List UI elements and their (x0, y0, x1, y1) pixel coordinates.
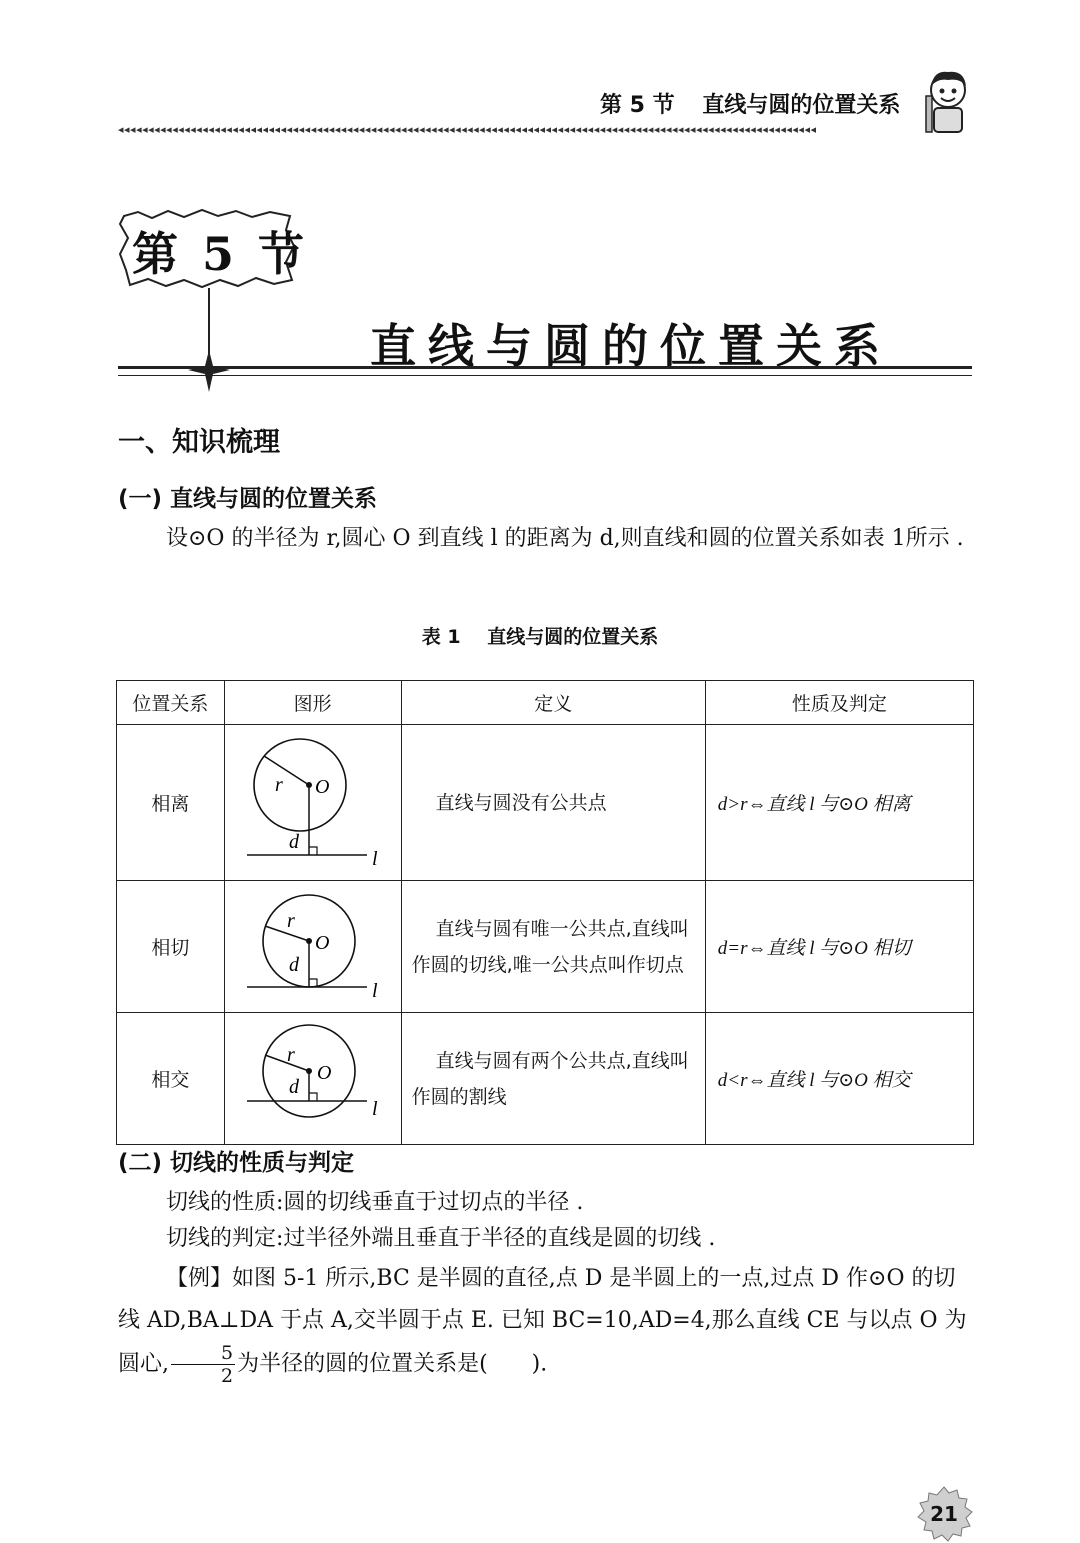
fraction (171, 1342, 235, 1387)
fig-label-d: d (288, 831, 299, 853)
example-tail: 为半径的圆的位置关系是( ). (237, 1351, 548, 1377)
badge-post (186, 288, 232, 394)
table-header: 性质及判定 (705, 681, 973, 725)
header-rule: ◂◂◂◂◂◂◂◂◂◂◂◂◂◂◂◂◂◂◂◂◂◂◂◂◂◂◂◂◂◂◂◂◂◂◂◂◂◂◂◂◂◂◂◂◂◂◂◂◂◂◂◂◂◂◂◂◂◂◂◂◂◂◂◂◂◂◂◂◂◂◂◂◂◂◂◂◂◂◂◂◂◂◂◂◂◂◂◂◂◂◂◂◂◂◂◂◂◂◂◂◂◂◂◂◂◂◂◂◂◂◂◂◂◂◂◂ (118, 124, 817, 136)
fig-label-l: l (371, 1098, 378, 1120)
fig-label-o: O (314, 932, 330, 954)
table-row (117, 725, 974, 881)
running-header (600, 88, 920, 119)
relation-name: 相交 (117, 1013, 225, 1145)
relation-definition: 直线与圆有唯一公共点,直线叫作圆的切线,唯一公共点叫作切点 (401, 881, 705, 1013)
fig-label-l: l (371, 980, 378, 1002)
fig-label-o: O (316, 1062, 332, 1084)
fraction-numerator: 5 (171, 1342, 235, 1365)
relation-definition: 直线与圆有两个公共点,直线叫作圆的割线 (401, 1013, 705, 1145)
relation-property: d<r⇔直线 l 与⊙O 相交 (705, 1013, 973, 1145)
figure-intersect (225, 1013, 401, 1139)
section-badge: 第 5 节 (132, 227, 309, 281)
fig-label-o: O (314, 776, 330, 798)
page-number: 21 (930, 1502, 958, 1526)
relation-name: 相切 (117, 881, 225, 1013)
fig-label-d: d (288, 954, 299, 976)
figure-cell (224, 881, 401, 1013)
table-header: 位置关系 (117, 681, 225, 725)
table-header: 定义 (401, 681, 705, 725)
fig-label-r: r (286, 910, 295, 932)
fig-label-r: r (286, 1044, 295, 1066)
example-paragraph (118, 1258, 974, 1387)
fig-label-l: l (371, 848, 378, 870)
figure-cell (224, 725, 401, 881)
example-text: 【例】如图 5-1 所示,BC 是半圆的直径,点 D 是半圆上的一点,过点 D 作⊙O 的切线 AD,BA⊥DA 于点 A,交半圆于点 E. 已知 BC=10,AD=4,那么直线 CE 与以点 O 为圆心, (118, 1266, 967, 1377)
relation-property: d>r⇔直线 l 与⊙O 相离 (705, 725, 973, 881)
fig-label-d: d (288, 1076, 299, 1098)
tangent-judgement: 切线的判定:过半径外端且垂直于半径的直线是圆的切线 . (166, 1226, 716, 1251)
intro-paragraph: 设⊙O 的半径为 r,圆心 O 到直线 l 的距离为 d,则直线和圆的位置关系如表 1所示 . (166, 526, 964, 551)
table-caption (0, 622, 1080, 649)
fraction-denominator: 2 (221, 1365, 234, 1387)
page-number-badge (915, 1485, 973, 1543)
figure-tangent (225, 881, 401, 1007)
table-header: 图形 (224, 681, 401, 725)
relation-property: d=r⇔直线 l 与⊙O 相切 (705, 881, 973, 1013)
table-header-row (117, 681, 974, 725)
subheading-tangent: (二) 切线的性质与判定 (118, 1150, 355, 1176)
figure-cell (224, 1013, 401, 1145)
section-title: 直线与圆的位置关系 (370, 319, 892, 373)
table-caption-label: 表 1 (421, 626, 461, 648)
table-row (117, 881, 974, 1013)
figure-separate (225, 725, 401, 875)
relation-definition: 直线与圆没有公共点 (401, 725, 705, 881)
title-rule (118, 366, 972, 376)
heading-knowledge: 一、知识梳理 (118, 427, 280, 458)
running-header-title: 直线与圆的位置关系 (702, 93, 901, 118)
table-caption-title: 直线与圆的位置关系 (487, 626, 659, 648)
subheading-relation: (一) 直线与圆的位置关系 (118, 486, 378, 512)
relation-name: 相离 (117, 725, 225, 881)
relation-table (116, 680, 974, 1145)
running-header-section: 第 5 节 (600, 93, 675, 118)
fig-label-r: r (274, 774, 283, 796)
tangent-property: 切线的性质:圆的切线垂直于过切点的半径 . (166, 1190, 584, 1215)
table-row (117, 1013, 974, 1145)
